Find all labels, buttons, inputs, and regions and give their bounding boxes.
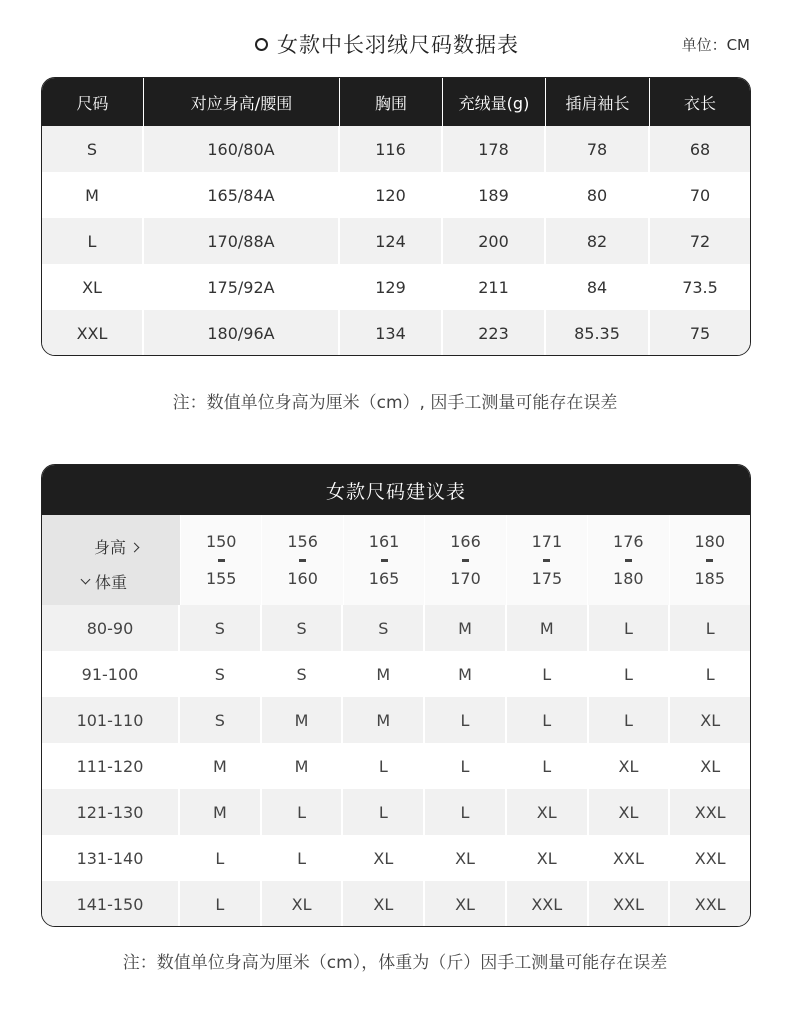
size-cell: XXL <box>694 894 726 914</box>
size-cell: L <box>425 697 507 743</box>
table-cell: 211 <box>443 264 546 310</box>
height-to: 170 <box>450 569 481 588</box>
size-cell: L <box>343 743 425 789</box>
table-cell: XL <box>42 264 144 310</box>
weight-range-label: 131-140 <box>42 835 180 881</box>
table-cell: 84 <box>546 264 650 310</box>
height-range-header <box>669 515 750 605</box>
size-cell: L <box>589 605 671 651</box>
table-cell: 116 <box>340 126 443 172</box>
size-cell: L <box>262 789 344 835</box>
table-cell: 68 <box>689 139 711 159</box>
range-dash <box>706 559 713 562</box>
table-cell: 80 <box>546 172 650 218</box>
height-from: 171 <box>531 532 563 551</box>
suggestion-table-title: 女款尺码建议表 <box>42 465 750 515</box>
table-cell: 178 <box>443 126 546 172</box>
size-table-note: 注：数值单位身高为厘米（cm）, 因手工测量可能存在误差 <box>172 393 618 413</box>
table-row <box>42 789 750 835</box>
size-cell: M <box>343 697 425 743</box>
height-range-header <box>261 515 342 605</box>
header <box>0 28 790 60</box>
table-cell: L <box>42 218 144 264</box>
range-dash <box>462 559 469 562</box>
size-cell: M <box>425 605 507 651</box>
size-cell: S <box>180 605 262 651</box>
weight-range-label: 101-110 <box>42 697 180 743</box>
size-cell: XL <box>425 835 507 881</box>
size-cell: M <box>262 743 344 789</box>
size-cell: L <box>705 618 715 638</box>
height-to: 160 <box>287 569 318 588</box>
table-header-row <box>42 78 750 126</box>
table-row <box>42 172 750 218</box>
size-cell: XL <box>507 789 589 835</box>
table-cell: XXL <box>42 310 144 356</box>
size-cell: XL <box>343 835 425 881</box>
size-cell: M <box>507 605 589 651</box>
table-cell: 73.5 <box>682 277 718 297</box>
size-cell: S <box>180 697 262 743</box>
table-cell: 223 <box>443 310 546 356</box>
table-cell: 78 <box>546 126 650 172</box>
table-cell: M <box>42 172 144 218</box>
height-to: 185 <box>694 569 726 588</box>
page-title-text: 女款中长羽绒尺码数据表 <box>277 33 519 57</box>
column-header: 衣长 <box>683 93 716 113</box>
table-cell: 70 <box>689 185 711 205</box>
table-cell: 75 <box>689 323 711 343</box>
column-header: 插肩袖长 <box>546 78 650 126</box>
size-cell: S <box>262 605 344 651</box>
table-cell: 175/92A <box>144 264 340 310</box>
size-cell: S <box>343 605 425 651</box>
weight-range-label: 80-90 <box>42 605 180 651</box>
column-header: 尺码 <box>42 78 144 126</box>
weight-range-label: 111-120 <box>42 743 180 789</box>
size-cell: XL <box>507 835 589 881</box>
size-cell: XL <box>343 881 425 927</box>
size-cell: XXL <box>589 835 671 881</box>
chevron-down-icon <box>81 575 91 585</box>
column-header: 充绒量(g) <box>443 78 546 126</box>
range-dash <box>625 559 632 562</box>
table-cell: 160/80A <box>144 126 340 172</box>
height-to: 180 <box>613 569 644 588</box>
suggestion-table-note: 注：数值单位身高为厘米（cm），体重为（斤）因手工测量可能存在误差 <box>122 953 668 973</box>
table-row <box>42 743 750 789</box>
size-data-table <box>41 77 751 356</box>
range-dash <box>218 559 225 562</box>
height-to: 155 <box>205 569 237 588</box>
table-row <box>42 835 750 881</box>
size-cell: XL <box>700 756 721 776</box>
height-to: 165 <box>368 569 400 588</box>
chevron-right-icon <box>130 543 140 553</box>
height-range-header <box>506 515 587 605</box>
table-row <box>42 697 750 743</box>
weight-label-text: 体重 <box>95 573 128 592</box>
table-row <box>42 218 750 264</box>
height-axis-label <box>94 535 138 558</box>
size-cell: M <box>262 697 344 743</box>
size-cell: L <box>589 697 671 743</box>
table-cell: 129 <box>340 264 443 310</box>
table-row <box>42 881 750 927</box>
weight-range-label: 141-150 <box>42 881 180 927</box>
size-cell: L <box>180 881 262 927</box>
size-cell: M <box>180 789 262 835</box>
size-cell: L <box>180 835 262 881</box>
table-row <box>42 310 750 356</box>
table-cell: 180/96A <box>144 310 340 356</box>
height-from: 150 <box>205 532 237 551</box>
weight-axis-label <box>82 570 127 593</box>
size-cell: L <box>425 743 507 789</box>
column-header: 对应身高/腰围 <box>144 78 340 126</box>
height-from: 176 <box>613 532 644 551</box>
size-cell: L <box>507 743 589 789</box>
height-from: 180 <box>694 532 726 551</box>
height-label-text: 身高 <box>94 538 127 557</box>
size-cell: XL <box>589 789 671 835</box>
table-cell: 165/84A <box>144 172 340 218</box>
size-cell: L <box>507 697 589 743</box>
size-cell: L <box>425 789 507 835</box>
size-cell: XL <box>262 881 344 927</box>
table-cell: 120 <box>340 172 443 218</box>
table-cell: 170/88A <box>144 218 340 264</box>
height-to: 175 <box>531 569 563 588</box>
size-cell: XXL <box>694 848 726 868</box>
table-row <box>42 264 750 310</box>
table-cell: 72 <box>689 231 711 251</box>
table-row <box>42 651 750 697</box>
range-dash <box>381 559 388 562</box>
size-cell: M <box>180 743 262 789</box>
circle-bullet-icon <box>255 38 268 51</box>
size-cell: L <box>343 789 425 835</box>
range-dash <box>299 559 306 562</box>
weight-range-label: 121-130 <box>42 789 180 835</box>
size-cell: XXL <box>589 881 671 927</box>
size-cell: XXL <box>694 802 726 822</box>
size-cell: XL <box>589 743 671 789</box>
height-header-row <box>42 515 750 605</box>
size-cell: L <box>589 651 671 697</box>
height-range-header <box>343 515 424 605</box>
height-range-header <box>587 515 668 605</box>
size-cell: XL <box>425 881 507 927</box>
size-cell: XL <box>700 710 721 730</box>
table-cell: 85.35 <box>546 310 650 356</box>
table-cell: 200 <box>443 218 546 264</box>
height-range-header <box>180 515 261 605</box>
table-row <box>42 126 750 172</box>
height-from: 161 <box>368 532 400 551</box>
size-suggestion-table <box>41 464 751 927</box>
column-header: 胸围 <box>340 78 443 126</box>
range-dash <box>543 559 550 562</box>
corner-cell <box>42 515 180 605</box>
height-from: 166 <box>450 532 481 551</box>
table-cell: 134 <box>340 310 443 356</box>
size-cell: XXL <box>507 881 589 927</box>
height-from: 156 <box>287 532 318 551</box>
size-cell: S <box>262 651 344 697</box>
height-range-header <box>424 515 505 605</box>
size-cell: L <box>705 664 715 684</box>
table-cell: 189 <box>443 172 546 218</box>
size-cell: M <box>343 651 425 697</box>
table-cell: 124 <box>340 218 443 264</box>
page-title <box>255 28 519 60</box>
unit-label: 单位：CM <box>681 36 750 54</box>
weight-range-label: 91-100 <box>42 651 180 697</box>
size-cell: L <box>262 835 344 881</box>
size-cell: S <box>180 651 262 697</box>
table-cell: S <box>42 126 144 172</box>
size-cell: L <box>507 651 589 697</box>
table-cell: 82 <box>546 218 650 264</box>
size-cell: M <box>425 651 507 697</box>
table-row <box>42 605 750 651</box>
